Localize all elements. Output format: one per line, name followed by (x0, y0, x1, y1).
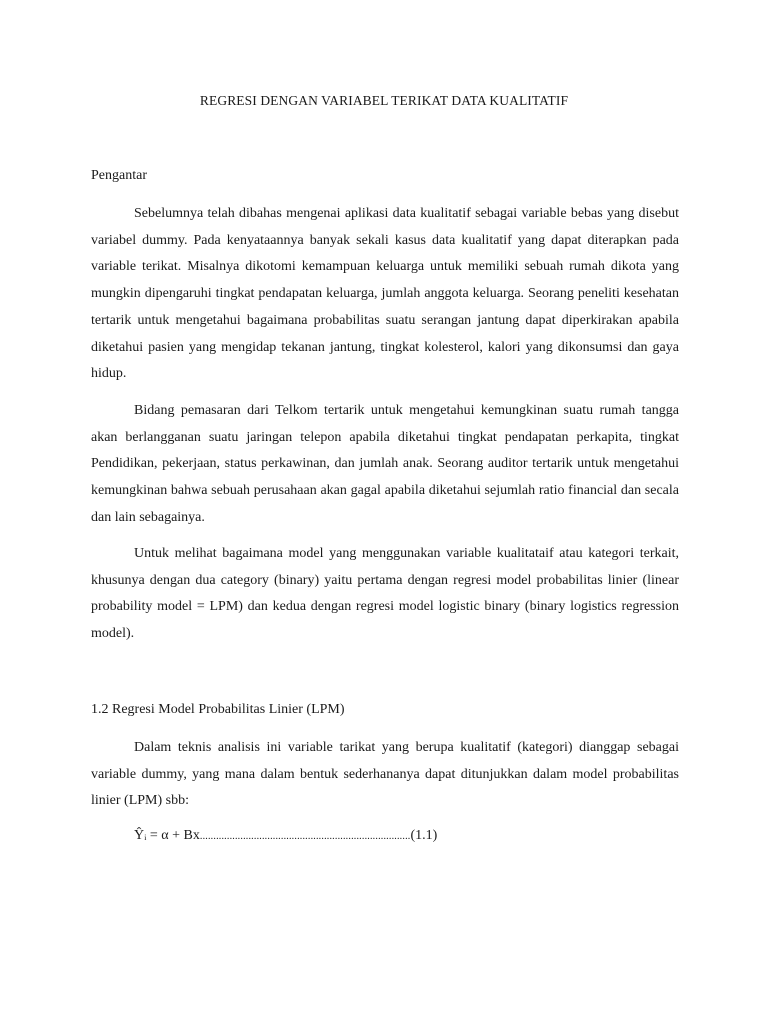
equation-1-1 (134, 828, 437, 844)
section-heading-pengantar: Pengantar (91, 168, 147, 183)
equation-leader-dots: .............................................................................. (199, 831, 411, 842)
paragraph-1: Sebelumnya telah dibahas mengenai aplikasi data kualitatif sebagai variable bebas yang disebut variabel dummy. Pada kenyataannya banyak sekali kasus data kualitatif yang dapat diterapkan pada variable terikat. Misalnya dikotomi kemampuan keluarga untuk memiliki sebuah rumah dikota yang mungkin dipengaruhi tingkat pendapatan keluarga, jumlah anggota keluarga. Seorang peneliti kesehatan tertarik untuk mengetahui bagaimana probabilitas suatu serangan jantung dapat diperkirakan apabila diketahui pasien yang mengidap tekanan jantung, tingkat kolesterol, kalori yang dikonsumsi dan gaya hidup. (91, 206, 679, 382)
paragraph-2: Bidang pemasaran dari Telkom tertarik untuk mengetahui kemungkinan suatu rumah tangga akan berlangganan suatu jaringan telepon apabila diketahui tingkat pendapatan perkapita, tingkat Pendidikan, pekerjaan, status perkawinan, dan jumlah anak. Seorang auditor tertarik untuk mengetahui kemungkinan bahwa sebuah perusahaan akan gagal apabila diketahui sejumlah ratio financial dan secala dan lain sebagainya. (91, 403, 679, 525)
equation-expression: Ŷᵢ = α + Bx (134, 828, 200, 843)
section-heading-lpm: 1.2 Regresi Model Probabilitas Linier (LPM) (91, 702, 345, 717)
document-title: REGRESI DENGAN VARIABEL TERIKAT DATA KUALITATIF (199, 93, 569, 108)
paragraph-lpm: Dalam teknis analisis ini variable tarikat yang berupa kualitatif (kategori) dianggap sebagai variable dummy, yang mana dalam bentuk sederhananya dapat ditunjukkan dalam model probabilitas linier (LPM) sbb: (91, 740, 679, 809)
equation-number: (1.1) (410, 828, 438, 843)
paragraph-3: Untuk melihat bagaimana model yang menggunakan variable kualitataif atau kategori terkait, khusunya dengan dua category (binary) yaitu pertama dengan regresi model probabilitas linier (linear probability model = LPM) dan kedua dengan regresi model logistic binary (binary logistics regression model). (91, 546, 679, 642)
